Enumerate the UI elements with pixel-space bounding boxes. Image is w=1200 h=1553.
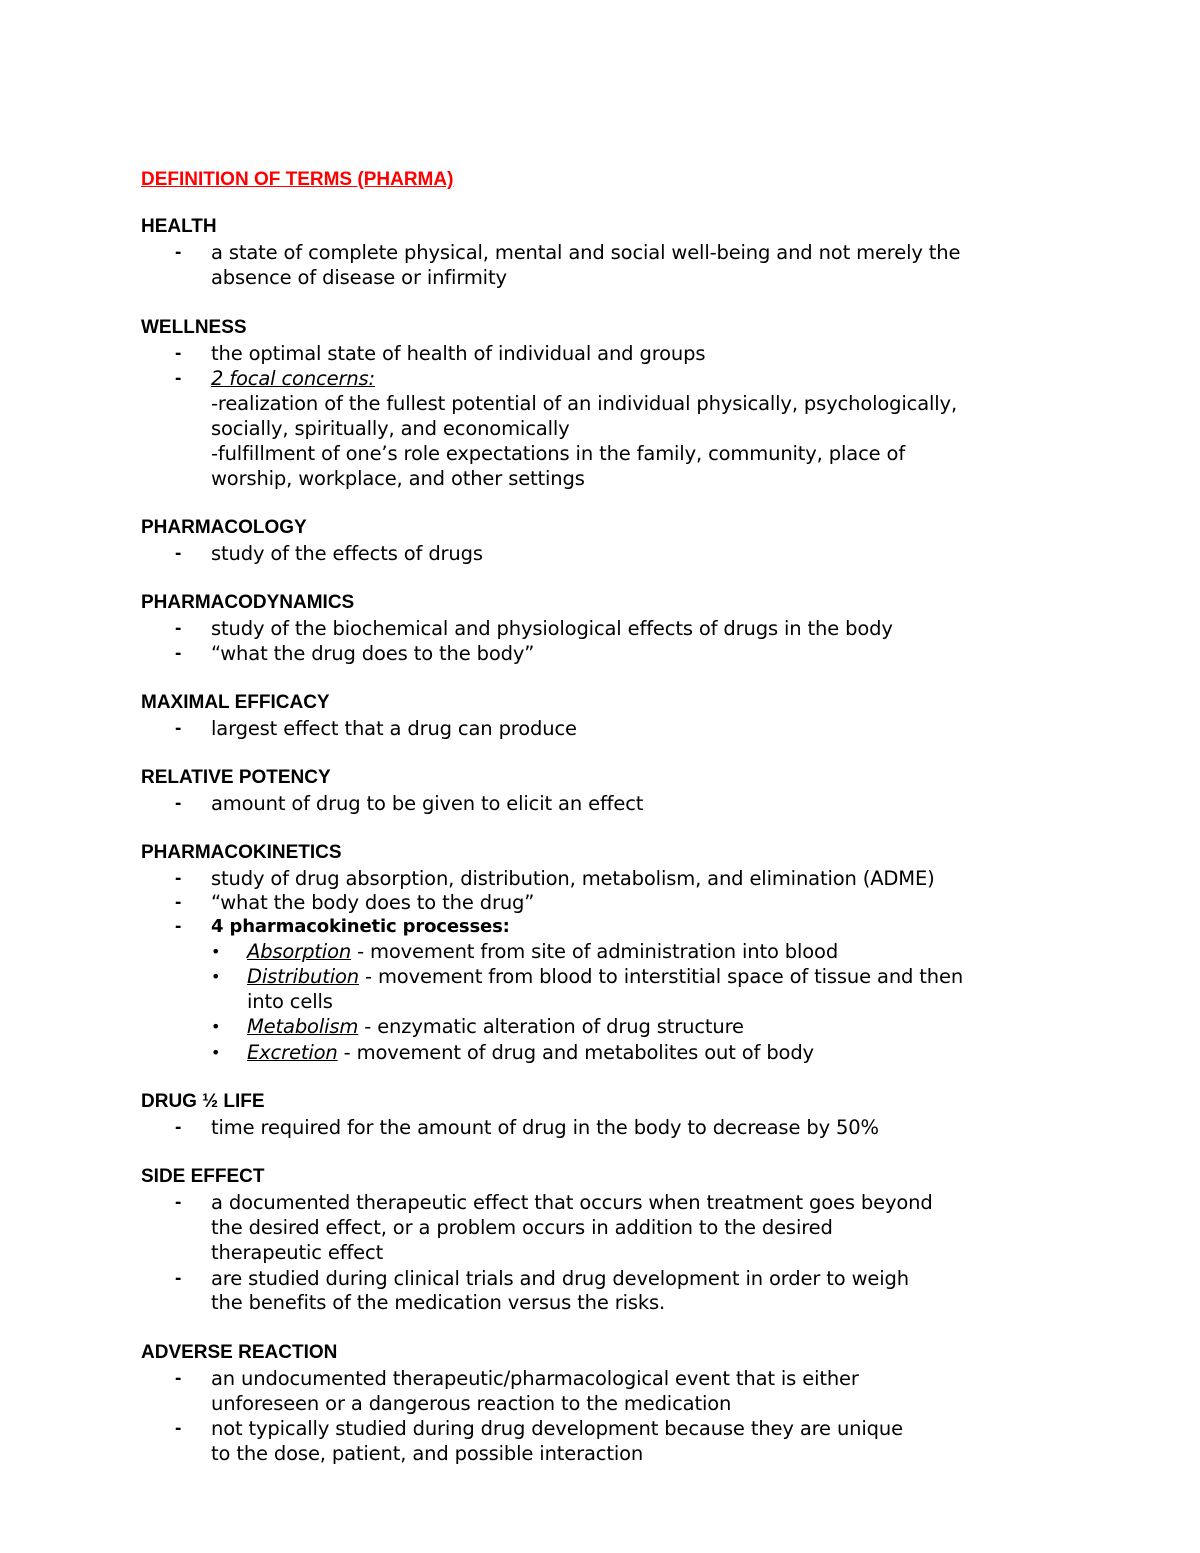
process-desc: - movement from site of administration into blood: [351, 940, 839, 963]
dash-marker: -: [175, 1418, 182, 1439]
definition-line: time required for the amount of drug in the body to decrease by 50%: [211, 1116, 879, 1139]
dash-marker: -: [175, 916, 182, 937]
focal-concerns-heading: 2 focal concerns:: [211, 367, 375, 390]
definition-line: worship, workplace, and other settings: [211, 467, 585, 490]
definition-line: the optimal state of health of individual and groups: [211, 342, 706, 365]
definition-line: a state of complete physical, mental and social well-being and not merely the: [211, 241, 961, 264]
dash-marker: -: [175, 1368, 182, 1389]
definition-line: socially, spiritually, and economically: [211, 417, 570, 440]
dash-marker: -: [175, 343, 182, 364]
dash-marker: -: [175, 242, 182, 263]
definition-line: a documented therapeutic effect that occurs when treatment goes beyond: [211, 1191, 933, 1214]
dash-marker: -: [175, 643, 182, 664]
bullet-marker: •: [211, 1017, 221, 1036]
process-item: [247, 1040, 814, 1065]
process-desc-continued: into cells: [247, 990, 333, 1013]
bullet-marker: •: [211, 942, 221, 961]
definition-line: absence of disease or infirmity: [211, 266, 507, 289]
term-adverse-reaction: ADVERSE REACTION: [141, 1342, 338, 1363]
definition-line: amount of drug to be given to elicit an effect: [211, 792, 644, 815]
definition-line: the desired effect, or a problem occurs in addition to the desired: [211, 1216, 833, 1239]
dash-marker: -: [175, 793, 182, 814]
dash-marker: -: [175, 718, 182, 739]
term-pharmacology: PHARMACOLOGY: [141, 517, 307, 538]
definition-line: -fulfillment of one’s role expectations in the family, community, place of: [211, 442, 906, 465]
bullet-marker: •: [211, 1043, 221, 1062]
definition-line: an undocumented therapeutic/pharmacological event that is either: [211, 1367, 859, 1390]
definition-line: therapeutic effect: [211, 1241, 384, 1264]
dash-marker: -: [175, 1268, 182, 1289]
process-item: [247, 1014, 744, 1039]
term-maximal-efficacy: MAXIMAL EFFICACY: [141, 692, 330, 713]
process-term: Absorption: [247, 940, 352, 963]
dash-marker: -: [175, 1192, 182, 1213]
dash-marker: -: [175, 368, 182, 389]
dash-marker: -: [175, 892, 182, 913]
document-title: DEFINITION OF TERMS (PHARMA): [141, 169, 454, 190]
definition-line: unforeseen or a dangerous reaction to the medication: [211, 1392, 732, 1415]
process-desc: - enzymatic alteration of drug structure: [358, 1015, 744, 1038]
dash-marker: -: [175, 618, 182, 639]
dash-marker: -: [175, 1117, 182, 1138]
process-term: Excretion: [247, 1041, 338, 1064]
bullet-marker: •: [211, 967, 221, 986]
definition-line: “what the drug does to the body”: [211, 642, 535, 665]
processes-heading: 4 pharmacokinetic processes:: [211, 916, 510, 937]
dash-marker: -: [175, 868, 182, 889]
dash-marker: -: [175, 543, 182, 564]
process-term: Metabolism: [247, 1015, 359, 1038]
process-term: Distribution: [247, 965, 359, 988]
process-item: [247, 939, 838, 964]
term-wellness: WELLNESS: [141, 317, 247, 338]
definition-line: largest effect that a drug can produce: [211, 717, 577, 740]
process-item: [247, 964, 963, 989]
definition-line: to the dose, patient, and possible interaction: [211, 1442, 644, 1465]
definition-line: are studied during clinical trials and drug development in order to weigh: [211, 1267, 909, 1290]
definition-line: the benefits of the medication versus the risks.: [211, 1291, 666, 1314]
term-side-effect: SIDE EFFECT: [141, 1166, 265, 1187]
process-desc: - movement from blood to interstitial space of tissue and then: [358, 965, 964, 988]
definition-line: not typically studied during drug development because they are unique: [211, 1417, 903, 1440]
definition-line: study of the biochemical and physiological effects of drugs in the body: [211, 617, 893, 640]
definition-line: “what the body does to the drug”: [211, 891, 535, 914]
term-pharmacodynamics: PHARMACODYNAMICS: [141, 592, 355, 613]
term-drug-half-life: DRUG ½ LIFE: [141, 1091, 265, 1112]
definition-line: study of drug absorption, distribution, metabolism, and elimination (ADME): [211, 867, 935, 890]
definition-line: -realization of the fullest potential of an individual physically, psychologically,: [211, 392, 957, 415]
definition-line: study of the effects of drugs: [211, 542, 483, 565]
term-pharmacokinetics: PHARMACOKINETICS: [141, 842, 342, 863]
term-health: HEALTH: [141, 216, 217, 237]
term-relative-potency: RELATIVE POTENCY: [141, 767, 331, 788]
process-desc: - movement of drug and metabolites out of body: [337, 1041, 814, 1064]
